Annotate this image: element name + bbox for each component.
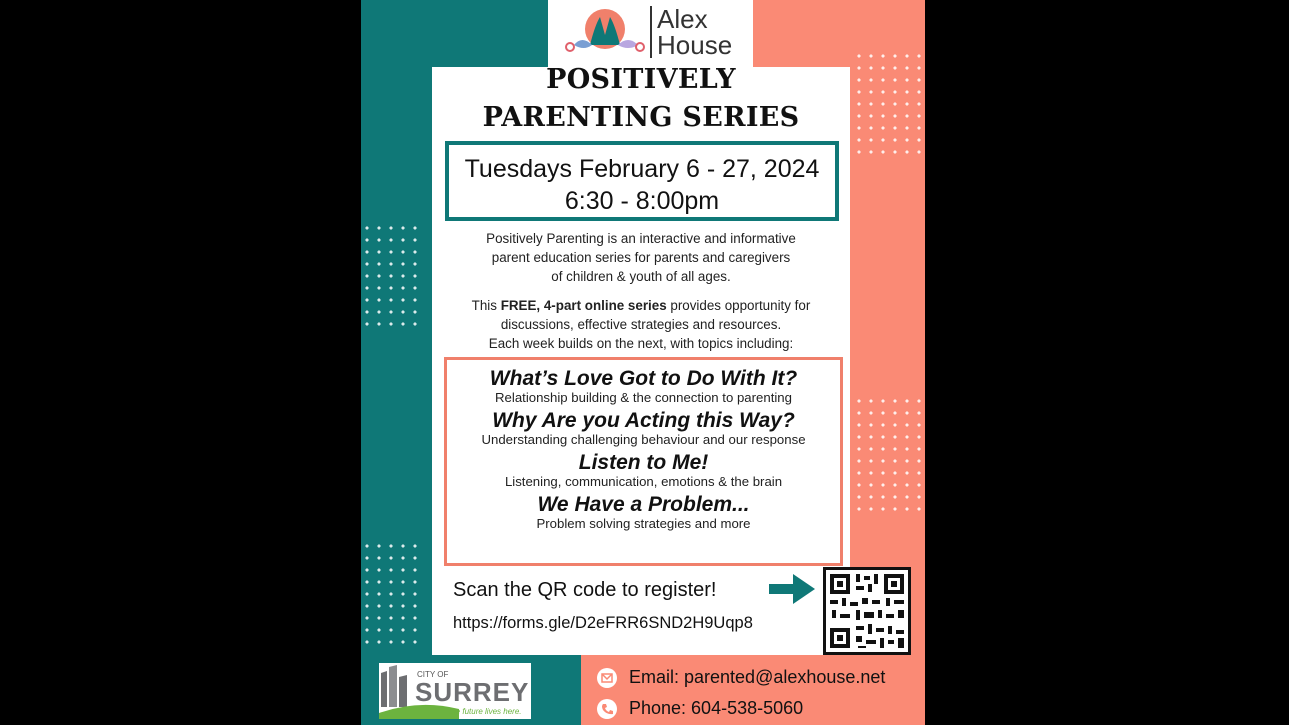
contact-email[interactable]: Email: parented@alexhouse.net [629, 667, 886, 687]
arrow-right-icon [767, 572, 817, 606]
topic-description: Listening, communication, emotions & the brain [504, 474, 783, 489]
title-line-1: POSITIVELY [546, 64, 736, 95]
scan-instruction: Scan the QR code to register! [453, 579, 717, 601]
intro-line: of children & youth of all ages. [551, 269, 731, 284]
series-line: discussions, effective strategies and resources. [500, 317, 782, 332]
title-line-2: PARENTING SERIES [482, 102, 800, 133]
event-dates: Tuesdays February 6 - 27, 2024 [464, 155, 820, 183]
event-time: 6:30 - 8:00pm [564, 187, 720, 215]
surrey-name: SURREY [415, 677, 530, 707]
alex-house-emblem-icon [560, 5, 650, 65]
envelope-icon [597, 668, 617, 688]
topic-title: Why Are you Acting this Way? [492, 409, 795, 432]
logo-line-alex: Alex [657, 4, 708, 34]
phone-icon [597, 699, 617, 719]
intro-paragraph [432, 229, 850, 286]
topic-title: What’s Love Got to Do With It? [489, 367, 798, 390]
registration-qr-code[interactable] [823, 567, 911, 655]
series-line: Each week builds on the next, with topics including: [488, 336, 794, 351]
topics-box [444, 357, 843, 566]
intro-line: parent education series for parents and caregivers [491, 250, 791, 265]
surrey-tagline: the future lives here. [449, 707, 522, 716]
date-box [445, 141, 839, 221]
dot-pattern-left-lower [361, 540, 421, 650]
series-paragraph [432, 296, 850, 353]
series-text: This [471, 298, 501, 313]
topic-description: Relationship building & the connection to parenting [495, 390, 792, 405]
topic-description: Understanding challenging behaviour and our response [481, 432, 806, 447]
logo-line-house: House [657, 30, 733, 60]
alex-house-wordmark [650, 6, 732, 58]
series-line [432, 296, 850, 315]
dot-pattern-right-lower [853, 395, 923, 515]
registration-link[interactable]: https://forms.gle/D2eFRR6SND2H9Uqp8 [453, 614, 753, 632]
poster [361, 0, 925, 725]
dot-pattern-left-upper [361, 222, 421, 332]
dot-pattern-right-upper [853, 50, 923, 160]
contact-phone[interactable]: Phone: 604-538-5060 [629, 698, 804, 718]
telephone-icon [597, 699, 617, 719]
surrey-city-of: CITY OF [417, 670, 449, 679]
topic-description: Problem solving strategies and more [536, 516, 751, 531]
series-text: provides opportunity for [666, 298, 811, 313]
topic-title: We Have a Problem... [537, 493, 750, 516]
city-of-surrey-logo [379, 663, 531, 719]
email-icon [597, 668, 617, 688]
topic-title: Listen to Me! [578, 451, 709, 474]
series-bold-text: FREE, 4-part online series [500, 298, 667, 313]
alex-house-logo [548, 0, 753, 67]
intro-line: Positively Parenting is an interactive and informative [486, 231, 796, 246]
qr-code-icon [826, 570, 908, 652]
